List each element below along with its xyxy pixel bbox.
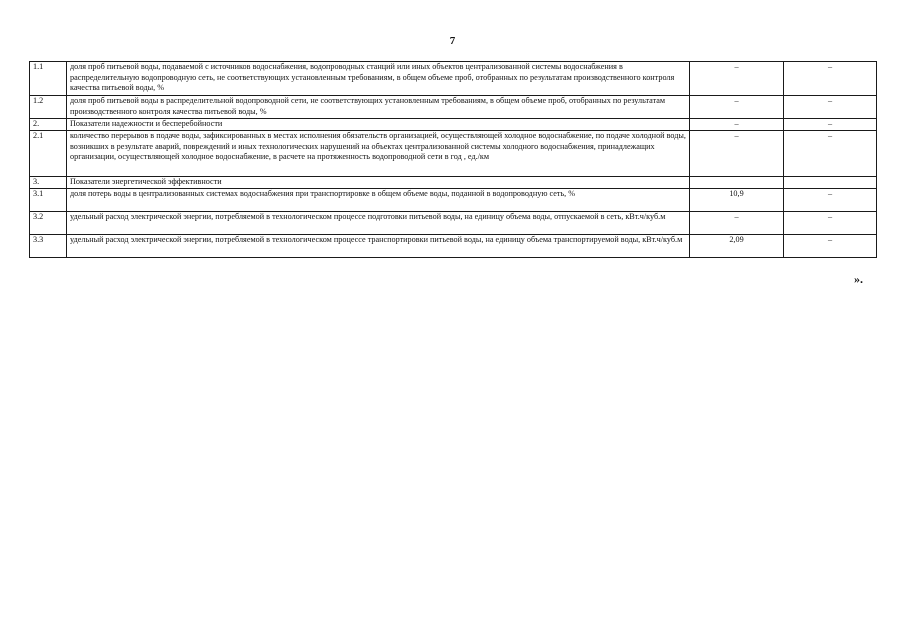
row-number: 3.: [30, 177, 67, 189]
indicator-description: удельный расход электрической энергии, потребляемой в технологическом процессе транспортировки питьевой воды, на единицу объема транспортируемой воды, кВт.ч/куб.м: [67, 235, 690, 258]
indicator-value: –: [690, 62, 784, 96]
indicator-value: 2,09: [690, 235, 784, 258]
indicator-value-secondary: –: [784, 62, 877, 96]
indicator-value: –: [690, 131, 784, 177]
indicator-value-secondary: [784, 177, 877, 189]
indicator-value-secondary: –: [784, 189, 877, 212]
indicator-value-secondary: –: [784, 212, 877, 235]
indicator-value: 10,9: [690, 189, 784, 212]
row-number: 3.3: [30, 235, 67, 258]
row-number: 1.1: [30, 62, 67, 96]
section-heading: Показатели энергетической эффективности: [67, 177, 690, 189]
indicator-description: удельный расход электрической энергии, потребляемой в технологическом процессе подготовки питьевой воды, на единицу объема воды, отпускаемой в сеть, кВт.ч/куб.м: [67, 212, 690, 235]
row-number: 1.2: [30, 96, 67, 119]
table-row: [30, 62, 877, 96]
row-number: 3.2: [30, 212, 67, 235]
indicator-value: –: [690, 212, 784, 235]
closing-quote-mark: ».: [854, 272, 863, 286]
indicator-description: доля потерь воды в централизованных системах водоснабжения при транспортировке в общем объеме воды, поданной в водопроводную сеть, %: [67, 189, 690, 212]
table-row: [30, 189, 877, 212]
indicator-value: –: [690, 119, 784, 131]
section-heading: Показатели надежности и бесперебойности: [67, 119, 690, 131]
indicator-description: количество перерывов в подаче воды, зафиксированных в местах исполнения обязательств организацией, осуществляющей холодное водоснабжение, по подаче холодной воды, возникших в результате аварий, повреждений и иных технологических нарушений на объектах централизованной системы холодного водоснабжения, принадлежащих организации, осуществляющей холодное водоснабжение, в расчете на протяженность водопроводной сети в год , ед./км: [67, 131, 690, 177]
table-row: [30, 119, 877, 131]
row-number: 3.1: [30, 189, 67, 212]
row-number: 2.: [30, 119, 67, 131]
table-row: [30, 177, 877, 189]
indicator-description: доля проб питьевой воды в распределительной водопроводной сети, не соответствующих установленным требованиям, в общем объеме проб, отобранных по результатам производственного контроля качества питьевой воды, %: [67, 96, 690, 119]
indicator-value-secondary: –: [784, 235, 877, 258]
indicator-value-secondary: –: [784, 119, 877, 131]
table-row: [30, 96, 877, 119]
table-row: [30, 131, 877, 177]
indicator-value: –: [690, 96, 784, 119]
table-row: [30, 212, 877, 235]
page-number: 7: [449, 35, 456, 47]
indicator-value-secondary: –: [784, 131, 877, 177]
table-row: [30, 235, 877, 258]
indicators-table: [29, 61, 877, 258]
indicator-value: [690, 177, 784, 189]
indicator-value-secondary: –: [784, 96, 877, 119]
indicator-description: доля проб питьевой воды, подаваемой с источников водоснабжения, водопроводных станций или иных объектов централизованной системы водоснабжения в распределительную водопроводную сеть, не соответствующих установленным требованиям, в общем объеме проб, отобранных по результатам производственного контроля качества питьевой воды, %: [67, 62, 690, 96]
row-number: 2.1: [30, 131, 67, 177]
